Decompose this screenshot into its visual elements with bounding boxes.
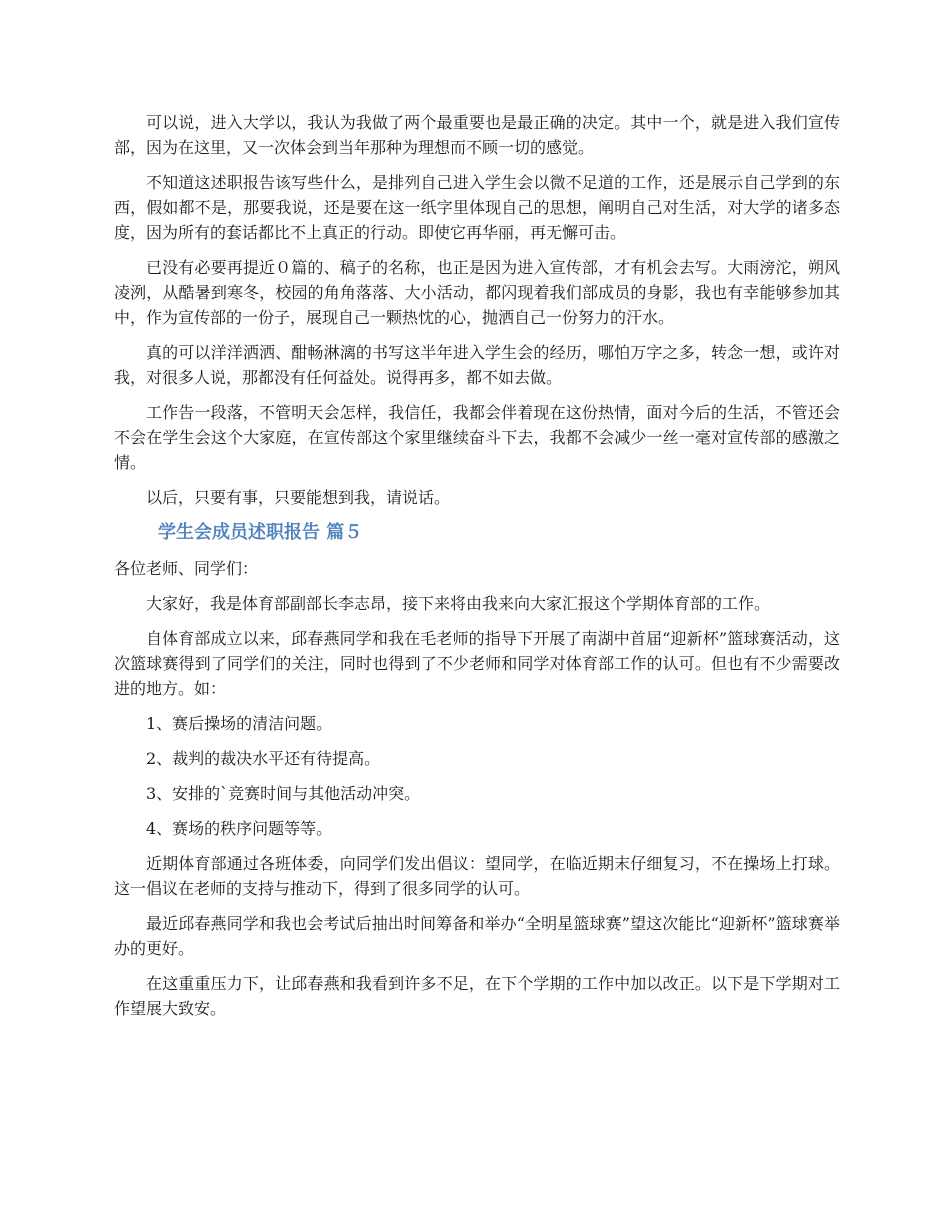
list-item: 4、赛场的秩序问题等等。	[146, 819, 333, 838]
paragraph: 近期体育部通过各班体委，向同学们发出倡议：望同学，在临近期末仔细复习，不在操场上打球。这一倡议在老师的支持与推动下，得到了很多同学的认可。	[114, 854, 840, 898]
section-heading: 学生会成员述职报告 篇５	[158, 522, 363, 543]
list-item: 1、赛后操场的清洁问题。	[146, 714, 333, 733]
paragraph: 大家好，我是体育部副部长李志昂，接下来将由我来向大家汇报这个学期体育部的工作。	[146, 594, 771, 613]
salutation: 各位老师、同学们：	[114, 559, 259, 578]
paragraph: 工作告一段落，不管明天会怎样，我信任，我都会伴着现在这份热情，面对今后的生活，不管还会不会在学生会这个大家庭，在宣传部这个家里继续奋斗下去，我都不会减少一丝一毫对宣传部的感激之情。	[114, 403, 840, 472]
paragraph: 已没有必要再提近０篇的、稿子的名称，也正是因为进入宣传部，才有机会去写。大雨滂沱，朔风凌洌，从酷暑到寒冬，校园的角角落落、大小活动，都闪现着我们部成员的身影，我也有幸能够参加其中，作为宣传部的一份子，展现自己一颗热忱的心，抛洒自己一份努力的汗水。	[114, 258, 840, 327]
paragraph: 不知道这述职报告该写些什么，是排列自己进入学生会以微不足道的工作，还是展示自己学到的东西，假如都不是，那要我说，还是要在这一纸字里体现自己的思想，阐明自己对生活，对大学的诸多态度，因为所有的套话都比不上真正的行动。即使它再华丽，再无懈可击。	[114, 173, 840, 242]
list-item: 2、裁判的裁决水平还有待提高。	[146, 749, 381, 768]
paragraph: 以后，只要有事，只要能想到我，请说话。	[146, 488, 451, 507]
paragraph: 在这重重压力下，让邱春燕和我看到许多不足，在下个学期的工作中加以改正。以下是下学期对工作望展大致安。	[114, 974, 840, 1018]
paragraph: 自体育部成立以来，邱春燕同学和我在毛老师的指导下开展了南湖中首届“迎新杯”篮球赛活动，这次篮球赛得到了同学们的关注，同时也得到了不少老师和同学对体育部工作的认可。但也有不少需要改进的地方。如：	[114, 629, 840, 698]
document-page	[114, 110, 840, 1031]
paragraph: 真的可以洋洋洒洒、酣畅淋漓的书写这半年进入学生会的经历，哪怕万字之多，转念一想，或许对我，对很多人说，那都没有任何益处。说得再多，都不如去做。	[114, 343, 840, 387]
list-item: 3、安排的`竞赛时间与其他活动冲突。	[146, 784, 421, 803]
paragraph: 最近邱春燕同学和我也会考试后抽出时间筹备和举办“全明星篮球赛”望这次能比“迎新杯”篮球赛举办的更好。	[114, 914, 840, 958]
paragraph: 可以说，进入大学以，我认为我做了两个最重要也是最正确的决定。其中一个，就是进入我们宣传部，因为在这里，又一次体会到当年那种为理想而不顾一切的感觉。	[114, 113, 840, 157]
